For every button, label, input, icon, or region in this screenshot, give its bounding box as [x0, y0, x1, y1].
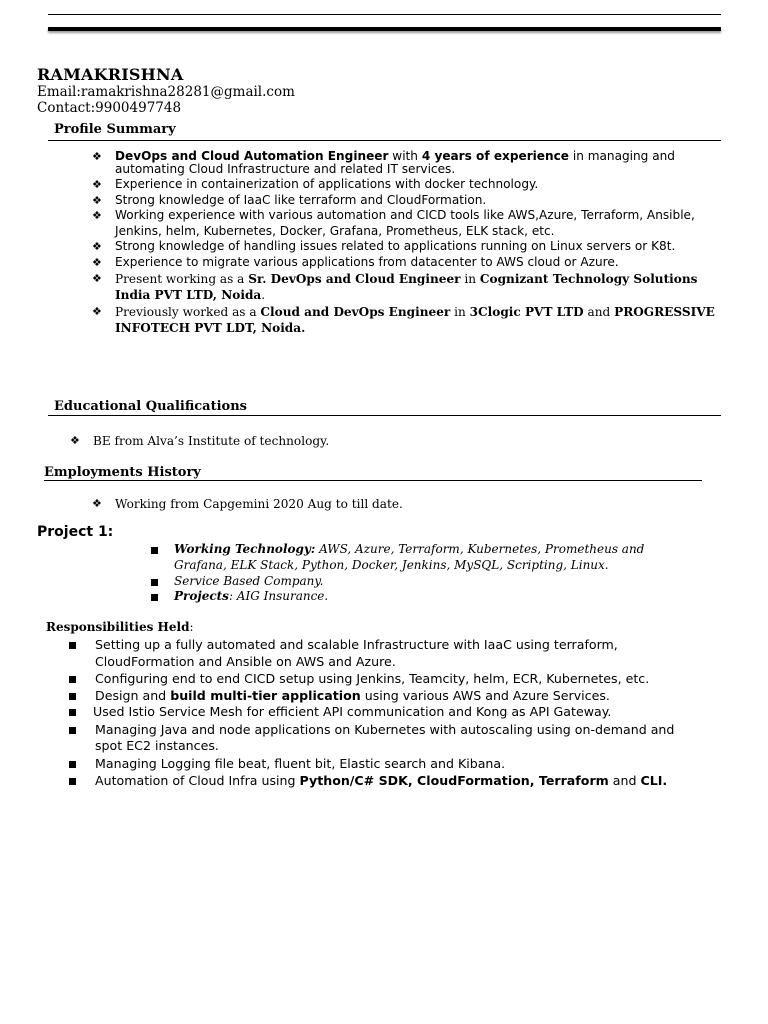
bold-text: 4 years of experience — [421, 149, 569, 163]
text-run: in — [460, 272, 480, 286]
list-item — [69, 722, 689, 755]
bold-text: Cloud and DevOps Engineer — [260, 305, 451, 319]
top-rule-thin — [48, 14, 721, 15]
text-run: and — [583, 305, 615, 319]
square-bullet-icon — [69, 709, 76, 716]
list-item — [70, 433, 710, 449]
list-item — [92, 271, 717, 303]
list-item — [69, 637, 689, 670]
diamond-bullet-icon: ❖ — [92, 497, 102, 510]
responsibilities-list — [69, 637, 689, 790]
square-bullet-icon — [151, 579, 158, 586]
text-run: Managing Logging file beat, fluent bit, Elastic search and Kibana. — [95, 755, 506, 771]
list-item-text: BE from Alva’s Institute of technology. — [93, 434, 330, 448]
text-run: Service Based Company. — [174, 573, 324, 588]
bold-text: Cognizant Technology Solutions India PVT LTD, Noida — [115, 272, 698, 302]
list-item — [92, 177, 717, 193]
list-item — [151, 542, 691, 574]
text-run: Experience in containerization of applications with docker technology. — [115, 177, 539, 191]
text-run: Configuring end to end CICD setup using Jenkins, Teamcity, helm, ECR, Kubernetes, etc. — [95, 671, 650, 686]
diamond-bullet-icon: ❖ — [92, 305, 102, 318]
education-underline — [48, 415, 721, 416]
square-bullet-icon — [69, 727, 76, 734]
responsibilities-title-text: Responsibilities Held — [46, 620, 190, 634]
bold-text: PROGRESSIVE INFOTECH PVT LDT, Noida. — [115, 305, 715, 335]
square-bullet-icon — [69, 693, 76, 700]
bold-text: Sr. DevOps and Cloud Engineer — [248, 272, 461, 286]
text-run: and — [608, 773, 641, 788]
bold-text: build multi-tier application — [170, 687, 361, 703]
list-item — [92, 239, 717, 255]
bold-text: Python/C# SDK, CloudFormation, Terraform — [299, 773, 609, 788]
email-line: Email:ramakrishna28281@gmail.com — [37, 84, 295, 100]
text-run: using various AWS and Azure Services. — [360, 687, 610, 703]
list-item — [69, 756, 689, 773]
text-run: with — [388, 149, 422, 163]
profile-summary-underline — [48, 140, 721, 141]
text-run: in — [450, 305, 470, 319]
list-item — [69, 671, 689, 688]
text-run: Strong knowledge of handling issues related to applications running on Linux servers or K8t. — [115, 239, 676, 253]
diamond-bullet-icon: ❖ — [92, 209, 102, 222]
diamond-bullet-icon: ❖ — [92, 272, 102, 285]
text-run: Setting up a fully automated and scalable Infrastructure with IaaC using terraform, CloudFormation and Ansible on AWS and Azure. — [95, 637, 618, 669]
text-run: : AIG Insurance. — [228, 589, 329, 604]
education-list — [70, 433, 710, 449]
square-bullet-icon — [151, 594, 158, 601]
project-list — [151, 542, 691, 605]
candidate-name: RAMAKRISHNA — [37, 65, 184, 84]
square-bullet-icon — [69, 761, 76, 768]
list-item — [92, 208, 717, 239]
list-item-text: Working from Capgemini 2020 Aug to till date. — [115, 497, 403, 511]
text-run: Experience to migrate various applications from datacenter to AWS cloud or Azure. — [115, 254, 619, 269]
square-bullet-icon — [151, 547, 158, 554]
square-bullet-icon — [69, 676, 76, 683]
bold-text: CLI. — [640, 773, 668, 788]
text-run: Used Istio Service Mesh for efficient API communication and Kong as API Gateway. — [93, 704, 612, 719]
bold-text: 3Clogic PVT LTD — [469, 305, 584, 319]
text-run: Strong knowledge of IaaC like terraform and CloudFormation. — [115, 192, 487, 207]
list-item — [151, 589, 691, 605]
diamond-bullet-icon: ❖ — [92, 150, 102, 163]
employment-title: Employments History — [44, 465, 201, 480]
text-run: AWS, Azure, Terraform, Kubernetes, Prometheus and Grafana, ELK Stack, Python, Docker, Jenkins, MySQL, Scripting, Linux. — [174, 542, 645, 572]
list-item — [92, 150, 717, 176]
education-title: Educational Qualifications — [54, 399, 247, 414]
profile-summary-list — [92, 150, 717, 336]
list-item — [92, 255, 717, 271]
list-item — [92, 304, 717, 336]
diamond-bullet-icon: ❖ — [92, 240, 102, 253]
text-run: Managing Java and node applications on Kubernetes with autoscaling using on-demand and spot EC2 instances. — [95, 721, 675, 753]
bold-text: Working Technology: — [174, 542, 316, 556]
responsibilities-title — [46, 620, 194, 634]
diamond-bullet-icon: ❖ — [92, 178, 102, 191]
list-item — [69, 688, 689, 705]
text-run: Previously worked as a — [115, 305, 261, 319]
bold-text: Projects — [174, 589, 229, 604]
text-run: Working experience with various automation and CICD tools like AWS,Azure, Terraform, Ansible, Jenkins, helm, Kubernetes, Docker, Grafana, Prometheus, ELK stack, etc. — [115, 208, 695, 238]
bold-text: DevOps and Cloud Automation Engineer — [115, 149, 389, 163]
text-run: Design and — [95, 687, 171, 703]
list-item — [92, 496, 712, 512]
employment-underline — [44, 480, 702, 481]
list-item — [69, 704, 689, 721]
project-title: Project 1: — [37, 524, 114, 540]
square-bullet-icon — [69, 642, 76, 649]
text-run: in managing and automating Cloud Infrastructure and related IT services. — [115, 149, 675, 176]
list-item — [151, 574, 691, 590]
list-item — [92, 193, 717, 209]
text-run: Present working as a — [115, 272, 249, 286]
responsibilities-title-colon: : — [189, 620, 194, 634]
list-item — [69, 773, 689, 790]
profile-summary-title: Profile Summary — [54, 122, 176, 137]
top-rule-thick — [48, 27, 721, 31]
diamond-bullet-icon: ❖ — [70, 434, 80, 447]
square-bullet-icon — [69, 778, 76, 785]
diamond-bullet-icon: ❖ — [92, 255, 102, 269]
text-run: Automation of Cloud Infra using — [95, 773, 300, 788]
employment-list — [92, 496, 712, 512]
diamond-bullet-icon: ❖ — [92, 193, 102, 207]
contact-line: Contact:9900497748 — [37, 100, 182, 116]
text-run: . — [261, 288, 266, 302]
